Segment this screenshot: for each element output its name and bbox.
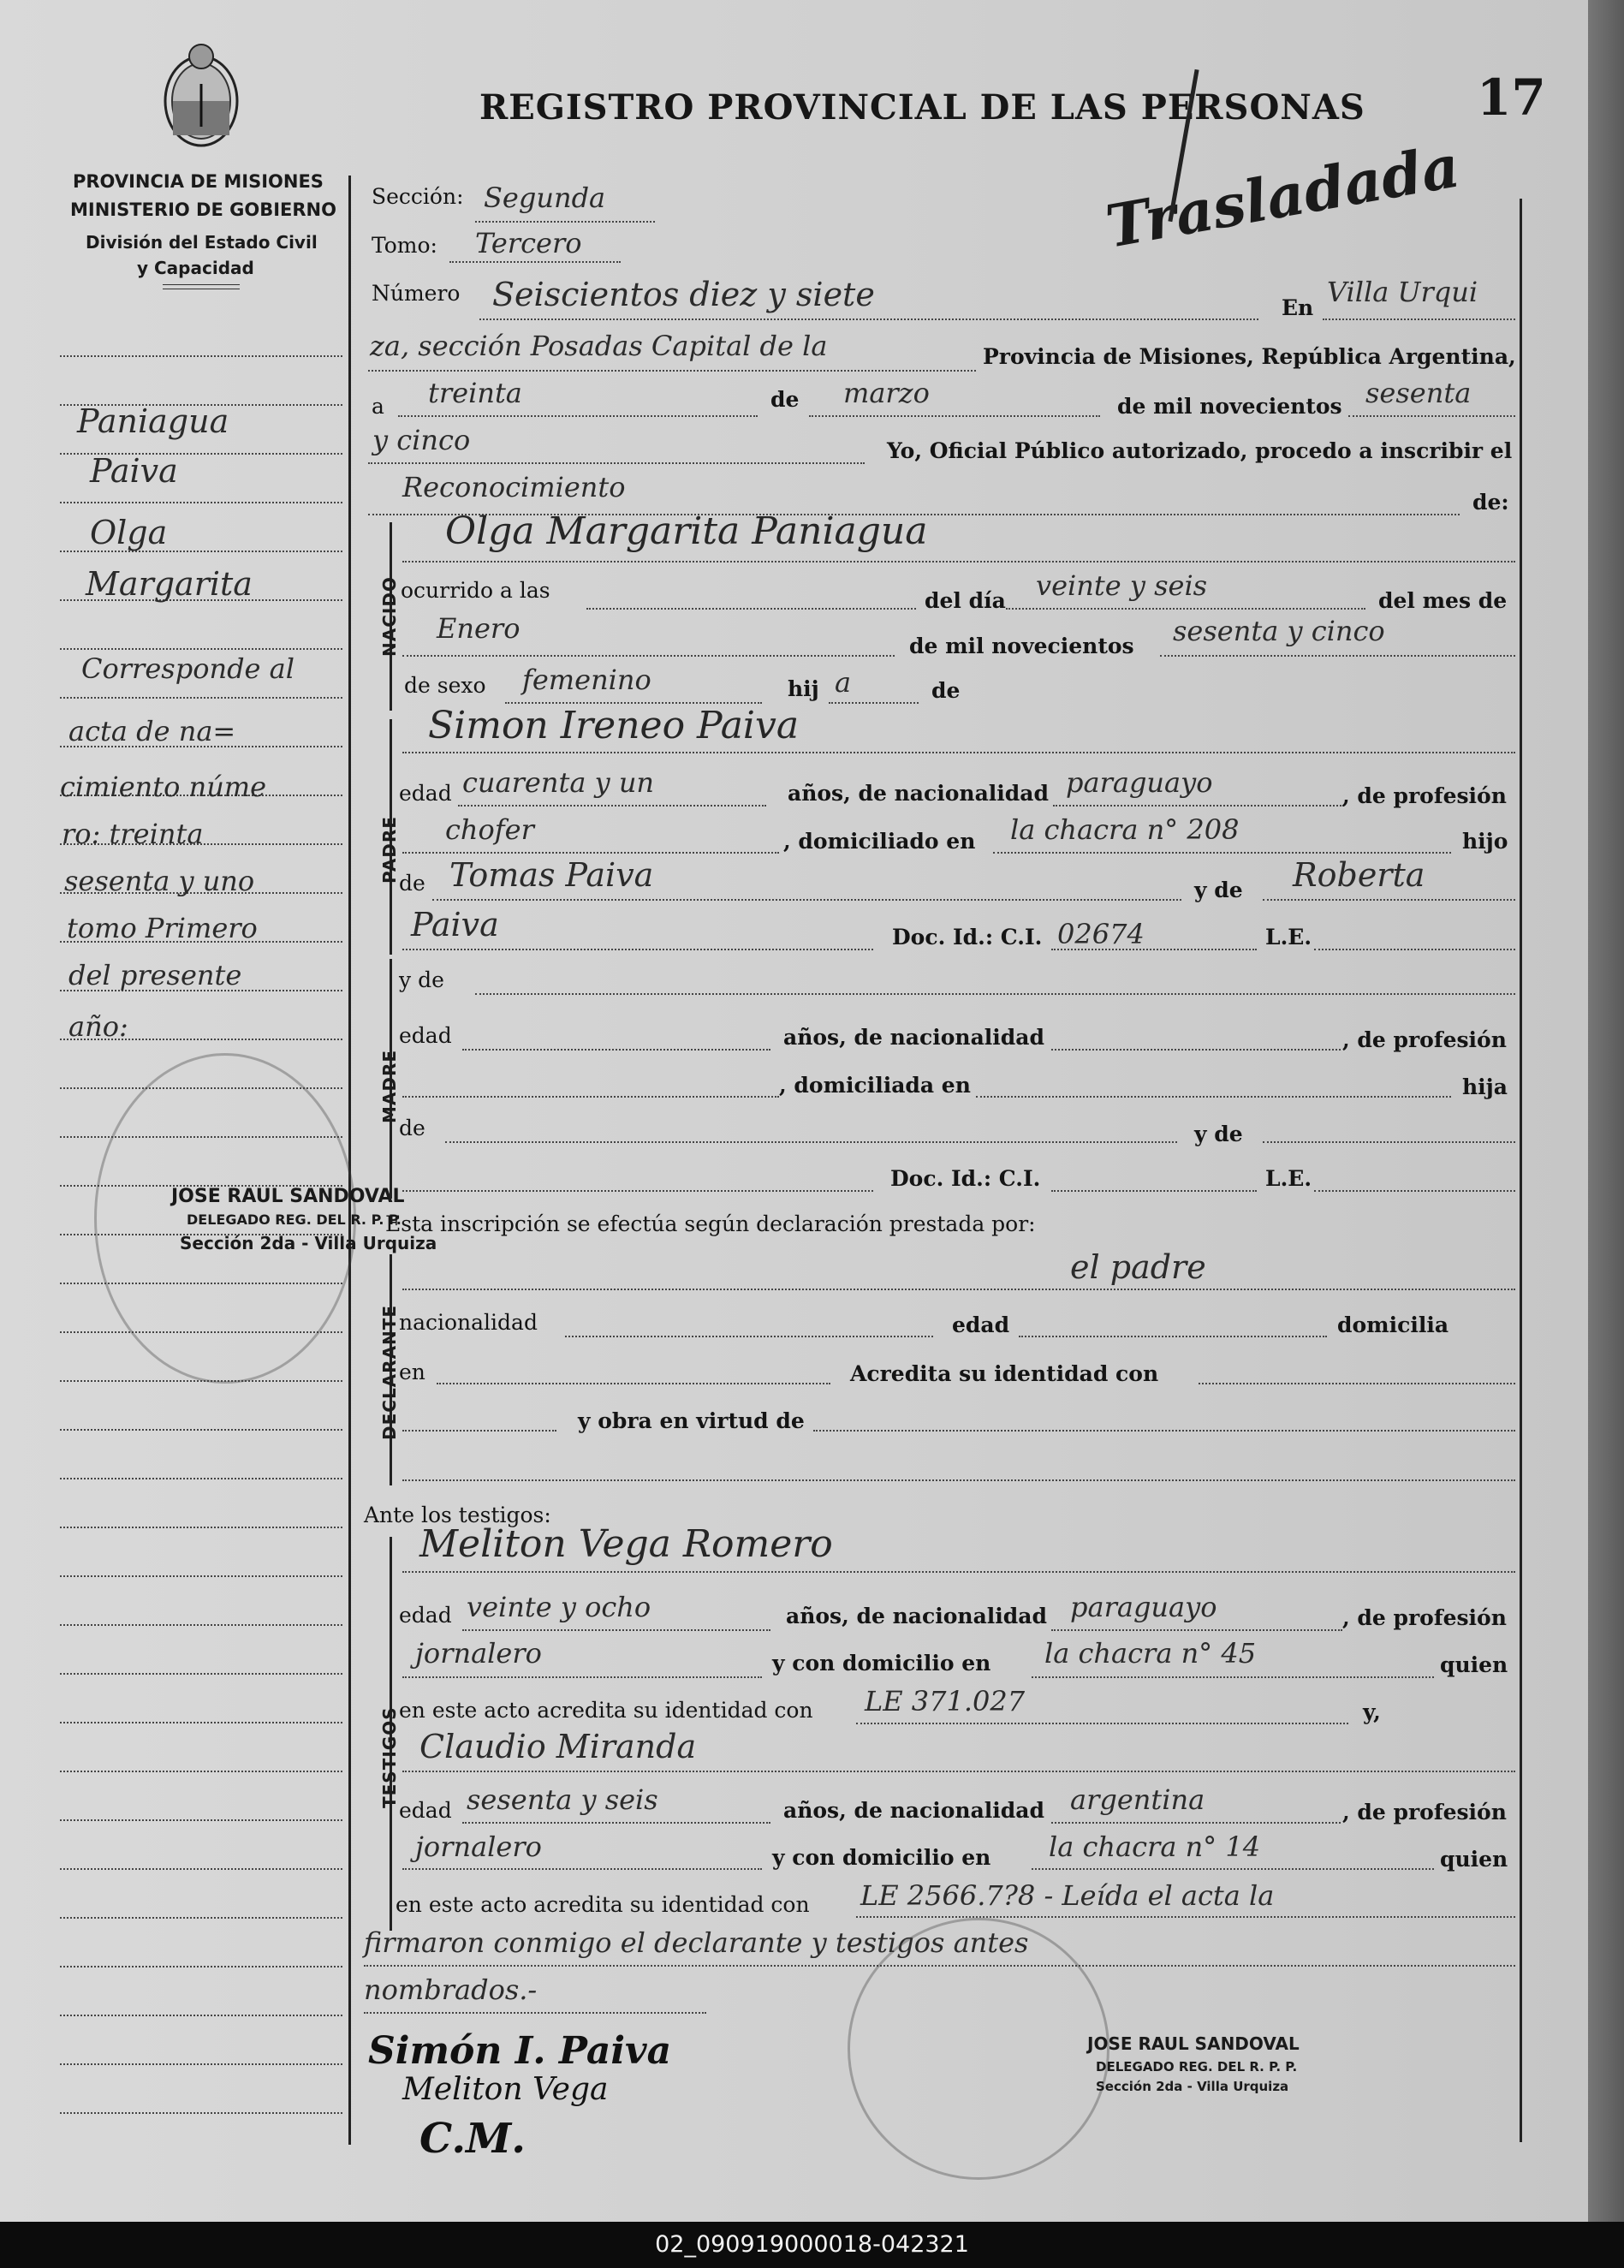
- testigo-2-nac: argentina: [1070, 1783, 1205, 1816]
- nacido-de-label: de: [931, 678, 961, 703]
- page-title: REGISTRO PROVINCIAL DE LAS PERSONAS: [479, 87, 1365, 128]
- padre-nombre: Simon Ireneo Paiva: [428, 704, 800, 747]
- nacido-dia-value: veinte y seis: [1036, 569, 1208, 602]
- madre-hija-label: hija: [1462, 1074, 1508, 1099]
- anio-value-2: y cinco: [372, 424, 471, 456]
- padre-nac-label: años, de nacionalidad: [788, 781, 1049, 806]
- right-stamp-line-2: DELEGADO REG. DEL R. P. P.: [1096, 2059, 1298, 2075]
- margin-note-line: año:: [68, 1010, 128, 1043]
- padre-y-de-label: y de: [1194, 878, 1243, 902]
- en-value-1: Villa Urqui: [1327, 276, 1478, 308]
- padre-doc-label: Doc. Id.: C.I.: [892, 925, 1043, 949]
- ocurrido-label: ocurrido a las: [401, 578, 550, 603]
- madre-doc-label: Doc. Id.: C.I.: [890, 1166, 1041, 1191]
- agency-line-3: División del Estado Civil: [86, 232, 318, 253]
- margin-note-line: del presente: [68, 959, 242, 991]
- tomo-value: Tercero: [475, 227, 582, 259]
- margin-ruled-line: [60, 648, 342, 650]
- nacido-section-label: NACIDO: [379, 576, 400, 657]
- hij-label: hij: [788, 676, 819, 701]
- declarante-en-label: en: [399, 1360, 425, 1384]
- en-value-2: za, sección Posadas Capital de la: [370, 330, 828, 362]
- oficial-text: Yo, Oficial Público autorizado, procedo a inscribir el: [887, 438, 1513, 463]
- seccion-value: Segunda: [484, 182, 606, 214]
- margin-note-line: Paiva: [90, 452, 178, 490]
- en-label: En: [1282, 295, 1314, 320]
- testigo-1-nombre: Meliton Vega Romero: [419, 1522, 833, 1566]
- margin-ruled-line: [60, 2063, 342, 2065]
- madre-y-de2-label: y de: [1194, 1122, 1243, 1146]
- testigo-1-nac-label: años, de nacionalidad: [786, 1604, 1047, 1628]
- mes-value: marzo: [843, 377, 930, 409]
- margin-note-line: Corresponde al: [81, 652, 294, 685]
- padre-dom-value: la chacra n° 208: [1010, 813, 1240, 846]
- padre-edad-label: edad: [399, 781, 452, 806]
- de-colon: de:: [1472, 490, 1509, 515]
- margin-note-line: cimiento núme: [60, 771, 267, 803]
- closing-line-1: firmaron conmigo el declarante y testigos antes: [364, 1926, 1029, 1959]
- acto-value: Reconocimiento: [402, 471, 626, 503]
- margin-note-line: acta de na=: [68, 715, 236, 747]
- madre-le-label: L.E.: [1265, 1166, 1312, 1191]
- provincia-text: Provincia de Misiones, República Argentina,: [983, 344, 1516, 369]
- testigo-1-quien-label: quien: [1440, 1652, 1508, 1677]
- sexo-label: de sexo: [404, 673, 486, 698]
- signature-testigo-1: Meliton Vega: [402, 2072, 609, 2107]
- margin-ruled-line: [60, 1478, 342, 1479]
- de-label: de: [770, 387, 800, 412]
- seccion-label: Sección:: [372, 184, 464, 209]
- padre-doc-value: 02674: [1057, 918, 1145, 950]
- signature-testigo-2: C.M.: [419, 2115, 526, 2163]
- page-number: 17: [1477, 68, 1546, 127]
- testigos-section-label: TESTIGOS: [379, 1706, 400, 1808]
- padre-hijo-label: hijo: [1462, 829, 1508, 854]
- testigo-2-nac-label: años, de nacionalidad: [783, 1798, 1044, 1823]
- margin-ruled-line: [60, 2112, 342, 2114]
- testigo-1-edad: veinte y ocho: [467, 1591, 651, 1623]
- padre-madre-de-2: Paiva: [411, 906, 499, 944]
- margin-ruled-line: [60, 1917, 342, 1919]
- testigo-1-prof: jornalero: [415, 1637, 542, 1670]
- testigo-1-prof-label: , de profesión: [1342, 1605, 1507, 1630]
- madre-dom-label: , domiciliada en: [779, 1073, 971, 1098]
- margin-ruled-line: [60, 1771, 342, 1772]
- signature-declarante: Simón I. Paiva: [368, 2029, 672, 2073]
- margin-ruled-line: [60, 1722, 342, 1723]
- margin-ruled-line: [60, 1429, 342, 1431]
- declarante-acredita-label: Acredita su identidad con: [850, 1361, 1159, 1386]
- a-label: a: [372, 394, 384, 419]
- margin-ruled-line: [60, 1624, 342, 1626]
- declarante-section-label: DECLARANTE: [379, 1304, 400, 1440]
- adjacent-page-edge: [1588, 0, 1624, 2222]
- tomo-label: Tomo:: [372, 233, 437, 258]
- margin-ruled-line: [60, 1575, 342, 1577]
- margin-ruled-line: [60, 1673, 342, 1675]
- margin-note-line: ro: treinta: [62, 818, 204, 850]
- declarante-dom-label: domicilia: [1337, 1313, 1449, 1337]
- nacido-mes-value: Enero: [437, 612, 521, 645]
- declarante-nac-label: nacionalidad: [399, 1310, 538, 1335]
- madre-prof-label: , de profesión: [1342, 1027, 1507, 1052]
- agency-line-1: PROVINCIA DE MISIONES: [73, 171, 324, 192]
- testigo-1-dom: la chacra n° 45: [1044, 1637, 1257, 1670]
- coat-of-arms-icon: [154, 33, 248, 152]
- right-stamp-line-1: JOSE RAUL SANDOVAL: [1087, 2033, 1300, 2054]
- numero-value: Seiscientos diez y siete: [492, 276, 875, 313]
- testigo-2-dom: la chacra n° 14: [1049, 1830, 1261, 1863]
- del-mes-label: del mes de: [1378, 588, 1508, 613]
- testigo-2-edad-label: edad: [399, 1798, 452, 1823]
- image-id-footer: 02_090919000018-042321: [0, 2222, 1624, 2268]
- margin-ruled-line: [60, 355, 342, 357]
- margin-note-line: tomo Primero: [67, 912, 258, 944]
- testigo-2-doc: LE 2566.7?8 - Leída el acta la: [860, 1879, 1275, 1912]
- margin-ruled-line: [60, 1966, 342, 1967]
- padre-edad-value: cuarenta y un: [462, 766, 655, 799]
- left-stamp-line-3: Sección 2da - Villa Urquiza: [180, 1233, 437, 1253]
- testigos-intro: Ante los testigos:: [364, 1503, 551, 1527]
- del-dia-label: del día: [925, 588, 1006, 613]
- nacido-mil-label: de mil novecientos: [909, 634, 1134, 658]
- margin-ruled-line: [60, 697, 342, 699]
- margin-ruled-line: [60, 502, 342, 503]
- hij-value: a: [835, 666, 852, 699]
- declarante-value: el padre: [1070, 1248, 1206, 1286]
- margin-ruled-line: [60, 2015, 342, 2016]
- testigo-1-acredita-label: en este acto acredita su identidad con: [399, 1698, 813, 1723]
- declarante-obra-label: y obra en virtud de: [578, 1408, 805, 1433]
- testigo-2-dom-label: y con domicilio en: [772, 1845, 991, 1870]
- testigo-2-acredita-label: en este acto acredita su identidad con: [396, 1892, 810, 1917]
- margin-ruled-line: [60, 1527, 342, 1528]
- padre-nac-value: paraguayo: [1066, 766, 1213, 799]
- margin-note-line: sesenta y uno: [64, 865, 255, 897]
- testigo-1-dom-label: y con domicilio en: [772, 1651, 991, 1676]
- margin-ruled-line: [60, 1868, 342, 1870]
- padre-padre-de: Tomas Paiva: [449, 856, 654, 894]
- testigo-2-quien-label: quien: [1440, 1847, 1508, 1872]
- left-stamp-line-1: JOSE RAUL SANDOVAL: [171, 1186, 405, 1207]
- testigo-1-doc: LE 371.027: [865, 1685, 1026, 1717]
- testigo-2-nombre: Claudio Miranda: [419, 1728, 697, 1765]
- anio-value-1: sesenta: [1365, 377, 1472, 409]
- agency-line-2: MINISTERIO DE GOBIERNO: [70, 199, 336, 220]
- testigo-1-edad-label: edad: [399, 1603, 452, 1628]
- padre-prof-label: , de profesión: [1342, 783, 1507, 808]
- right-stamp-line-3: Sección 2da - Villa Urquiza: [1096, 2079, 1289, 2094]
- left-stamp-line-2: DELEGADO REG. DEL R. P. P.: [187, 1211, 402, 1228]
- padre-dom-label: , domiciliado en: [783, 829, 976, 854]
- madre-de-label: de: [399, 1116, 425, 1140]
- mil-label: de mil novecientos: [1117, 394, 1342, 419]
- madre-section-label: MADRE: [379, 1049, 400, 1123]
- transferred-annotation: Trasladada: [1101, 132, 1465, 262]
- declarante-intro: Esta inscripción se efectúa según declaración prestada por:: [385, 1211, 1036, 1236]
- padre-prof-value: chofer: [445, 813, 534, 846]
- margin-note-line: Margarita: [86, 565, 253, 603]
- margin-note-line: Olga: [90, 514, 168, 551]
- testigo-2-prof-label: , de profesión: [1342, 1800, 1507, 1825]
- sexo-value: femenino: [522, 664, 651, 696]
- margin-ruled-line: [60, 1819, 342, 1821]
- madre-edad-label: edad: [399, 1023, 452, 1048]
- nacido-nombre: Olga Margarita Paniagua: [445, 509, 928, 553]
- declarante-edad-label: edad: [952, 1313, 1010, 1337]
- padre-de-label: de: [399, 871, 425, 896]
- right-official-stamp: [848, 1918, 1109, 2180]
- testigo-2-prof: jornalero: [415, 1830, 542, 1863]
- closing-line-2: nombrados.-: [364, 1973, 538, 2006]
- padre-le-label: L.E.: [1265, 925, 1312, 949]
- dia-value: treinta: [428, 377, 522, 409]
- testigo-1-y-label: y,: [1363, 1700, 1381, 1724]
- padre-section-label: PADRE: [379, 816, 400, 884]
- numero-label: Número: [372, 281, 461, 306]
- madre-nac-label: años, de nacionalidad: [783, 1025, 1044, 1050]
- testigo-2-edad: sesenta y seis: [467, 1783, 658, 1816]
- madre-y-de-label: y de: [399, 967, 444, 992]
- padre-madre-de-1: Roberta: [1293, 856, 1425, 894]
- agency-line-4: y Capacidad: [137, 258, 254, 278]
- testigo-1-nac: paraguayo: [1070, 1591, 1217, 1623]
- margin-note-line: Paniagua: [77, 402, 229, 440]
- nacido-anio-value: sesenta y cinco: [1173, 615, 1385, 647]
